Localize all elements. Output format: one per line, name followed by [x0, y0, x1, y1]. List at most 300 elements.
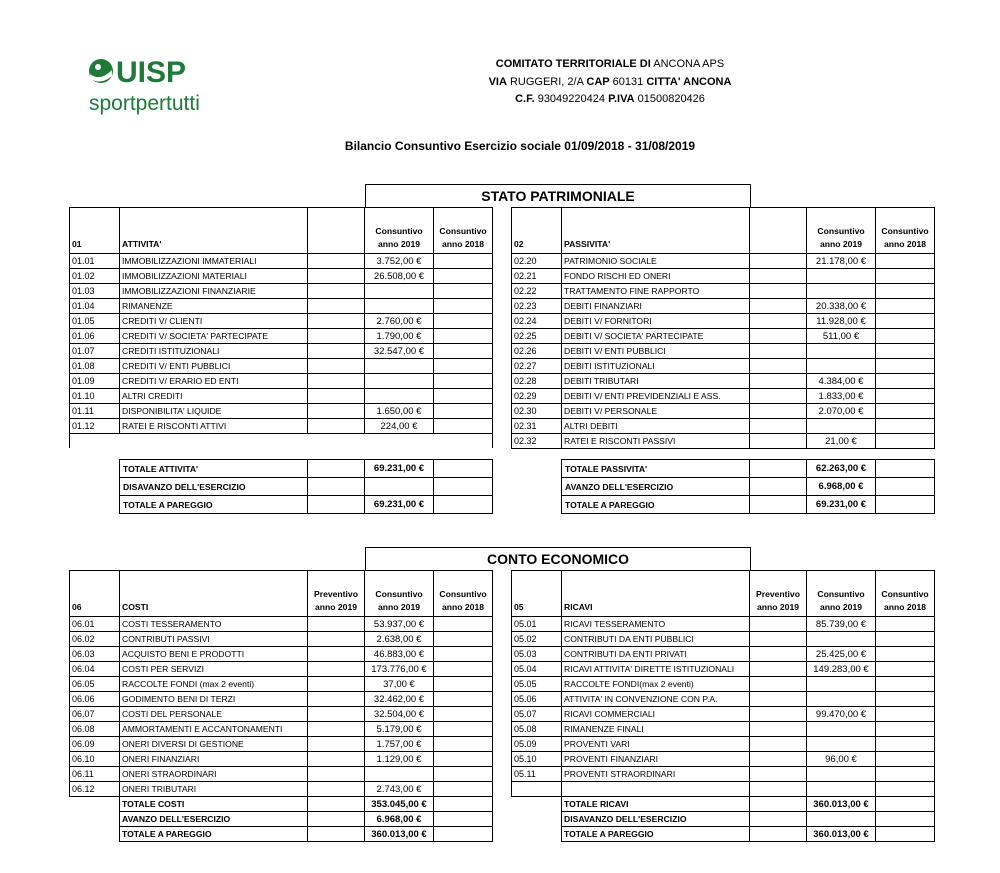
row-preventivo — [308, 782, 365, 797]
total-label: TOTALE A PAREGGIO — [120, 496, 308, 514]
row-blank — [308, 329, 365, 344]
row-blank — [750, 359, 807, 374]
total-2018 — [434, 827, 493, 842]
row-preventivo — [308, 722, 365, 737]
row-label: DEBITI TRIBUTARI — [562, 374, 750, 389]
row-consuntivo-2018 — [876, 254, 935, 269]
total-row — [562, 460, 935, 478]
row-consuntivo-2019 — [807, 737, 876, 752]
row-consuntivo-2019 — [807, 359, 876, 374]
table-row — [512, 299, 935, 314]
row-blank — [750, 254, 807, 269]
total-value: 69.231,00 € — [807, 496, 876, 514]
row-label: PROVENTI FINANZIARI — [562, 752, 750, 767]
row-code: 02.21 — [512, 269, 562, 284]
row-consuntivo-2018 — [434, 389, 493, 404]
total-value: 69.231,00 € — [365, 460, 434, 478]
table-row — [70, 329, 493, 344]
total-label: TOTALE A PAREGGIO — [562, 827, 750, 842]
row-consuntivo-2018 — [876, 374, 935, 389]
row-consuntivo-2019: 11.928,00 € — [807, 314, 876, 329]
table-row — [512, 269, 935, 284]
row-consuntivo-2019: 3.752,00 € — [365, 254, 434, 269]
table-row — [512, 737, 935, 752]
table-row — [70, 344, 493, 359]
row-label: GODIMENTO BENI DI TERZI — [120, 692, 308, 707]
row-label: AMMORTAMENTI E ACCANTONAMENTI — [120, 722, 308, 737]
row-label: CONTRIBUTI DA ENTI PRIVATI — [562, 647, 750, 662]
costi-code: 06 — [70, 571, 120, 617]
row-consuntivo-2018 — [876, 389, 935, 404]
row-blank — [308, 359, 365, 374]
row-code: 01.03 — [70, 284, 120, 299]
row-code: 02.30 — [512, 404, 562, 419]
row-label: PATRIMONIO SOCIALE — [562, 254, 750, 269]
table-row — [512, 359, 935, 374]
table-row — [70, 707, 493, 722]
row-code: 05.08 — [512, 722, 562, 737]
total-blank — [750, 496, 807, 514]
row-consuntivo-2018 — [434, 284, 493, 299]
row-label: PROVENTI STRAORDINARI — [562, 767, 750, 782]
row-code: 01.06 — [70, 329, 120, 344]
row-preventivo — [750, 677, 807, 692]
logo-brand-text: UISP — [116, 56, 187, 89]
row-consuntivo-2018 — [876, 752, 935, 767]
total-row — [512, 827, 935, 842]
total-row — [120, 496, 493, 514]
row-consuntivo-2019: 173.776,00 € — [365, 662, 434, 677]
table-row — [512, 329, 935, 344]
logo-tagline-text: sportpertutti — [89, 92, 200, 115]
total-2018 — [876, 496, 935, 514]
row-consuntivo-2018 — [876, 647, 935, 662]
total-row — [512, 797, 935, 812]
col-consuntivo-2019: Consuntivo anno 2019 — [365, 571, 434, 617]
total-2018 — [876, 478, 935, 496]
row-consuntivo-2019 — [807, 344, 876, 359]
total-value — [807, 812, 876, 827]
row-preventivo — [308, 677, 365, 692]
row-blank — [308, 434, 365, 449]
row-consuntivo-2018 — [434, 344, 493, 359]
row-code: 06.08 — [70, 722, 120, 737]
row-consuntivo-2019 — [365, 299, 434, 314]
row-code: 02.32 — [512, 434, 562, 449]
row-consuntivo-2018 — [876, 434, 935, 449]
table-row — [70, 284, 493, 299]
total-spacer — [512, 812, 562, 827]
row-consuntivo-2019: 149.283,00 € — [807, 662, 876, 677]
row-consuntivo-2018 — [434, 782, 493, 797]
row-code: 06.05 — [70, 677, 120, 692]
table-row — [70, 677, 493, 692]
row-consuntivo-2019 — [807, 269, 876, 284]
attivita-code: 01 — [70, 208, 120, 254]
row-preventivo — [308, 647, 365, 662]
attivita-title: ATTIVITA' — [120, 208, 308, 254]
row-consuntivo-2019: 20.338,00 € — [807, 299, 876, 314]
row-label: CREDITI V/ SOCIETA' PARTECIPATE — [120, 329, 308, 344]
row-label: ATTIVITA' IN CONVENZIONE CON P.A. — [562, 692, 750, 707]
row-code: 05.06 — [512, 692, 562, 707]
row-consuntivo-2018 — [434, 269, 493, 284]
row-label: RATEI E RISCONTI PASSIVI — [562, 434, 750, 449]
row-consuntivo-2019 — [807, 767, 876, 782]
row-preventivo — [750, 647, 807, 662]
row-code: 02.29 — [512, 389, 562, 404]
table-row — [512, 434, 935, 449]
row-consuntivo-2018 — [876, 617, 935, 632]
row-preventivo — [308, 632, 365, 647]
row-blank — [750, 419, 807, 434]
row-code: 06.11 — [70, 767, 120, 782]
col-consuntivo-2019: Consuntivo anno 2019 — [807, 571, 876, 617]
total-value: 6.968,00 € — [365, 812, 434, 827]
row-consuntivo-2019 — [365, 389, 434, 404]
row-consuntivo-2019 — [807, 419, 876, 434]
table-row — [512, 254, 935, 269]
row-consuntivo-2018 — [434, 632, 493, 647]
total-preventivo — [750, 827, 807, 842]
row-blank — [308, 389, 365, 404]
row-consuntivo-2018 — [434, 434, 493, 449]
row-label: DEBITI ISTITUZIONALI — [562, 359, 750, 374]
row-consuntivo-2019: 25.425,00 € — [807, 647, 876, 662]
row-consuntivo-2018 — [876, 767, 935, 782]
row-consuntivo-2018 — [434, 677, 493, 692]
row-consuntivo-2019: 2.743,00 € — [365, 782, 434, 797]
row-blank — [308, 299, 365, 314]
table-row — [512, 419, 935, 434]
total-2018 — [434, 812, 493, 827]
total-2018 — [434, 797, 493, 812]
row-label: COSTI TESSERAMENTO — [120, 617, 308, 632]
row-consuntivo-2019: 2.638,00 € — [365, 632, 434, 647]
row-consuntivo-2019: 4.384,00 € — [807, 374, 876, 389]
total-2018 — [876, 812, 935, 827]
col-consuntivo-2019: Consuntivo anno 2019 — [365, 208, 434, 254]
row-code: 05.03 — [512, 647, 562, 662]
row-label — [562, 782, 750, 797]
row-consuntivo-2018 — [876, 782, 935, 797]
row-label: RIMANENZE — [120, 299, 308, 314]
attivita-totals — [119, 459, 493, 514]
passivita-table — [511, 207, 935, 449]
row-code: 05.07 — [512, 707, 562, 722]
row-consuntivo-2018 — [876, 344, 935, 359]
table-row — [512, 767, 935, 782]
row-code: 06.04 — [70, 662, 120, 677]
row-code: 02.24 — [512, 314, 562, 329]
ricavi-table — [511, 570, 935, 842]
row-preventivo — [750, 752, 807, 767]
row-code — [512, 782, 562, 797]
row-consuntivo-2019: 32.504,00 € — [365, 707, 434, 722]
row-consuntivo-2019 — [807, 284, 876, 299]
row-code — [70, 434, 120, 449]
table-row — [512, 632, 935, 647]
row-consuntivo-2018 — [434, 419, 493, 434]
row-preventivo — [750, 722, 807, 737]
row-consuntivo-2018 — [876, 707, 935, 722]
row-code: 02.25 — [512, 329, 562, 344]
row-code: 05.01 — [512, 617, 562, 632]
row-consuntivo-2019: 85.739,00 € — [807, 617, 876, 632]
col-consuntivo-2018: Consuntivo anno 2018 — [434, 571, 493, 617]
row-preventivo — [750, 707, 807, 722]
total-2018 — [876, 460, 935, 478]
row-consuntivo-2018 — [434, 329, 493, 344]
total-label: DISAVANZO DELL'ESERCIZIO — [562, 812, 750, 827]
table-row — [512, 752, 935, 767]
row-code: 01.11 — [70, 404, 120, 419]
row-consuntivo-2018 — [876, 284, 935, 299]
uisp-logo — [86, 52, 216, 122]
table-row — [512, 404, 935, 419]
row-label: RACCOLTE FONDI (max 2 eventi) — [120, 677, 308, 692]
row-code: 01.02 — [70, 269, 120, 284]
row-blank — [750, 434, 807, 449]
table-row — [70, 419, 493, 434]
row-label: CONTRIBUTI PASSIVI — [120, 632, 308, 647]
row-consuntivo-2019 — [365, 434, 434, 449]
table-row — [512, 389, 935, 404]
row-blank — [308, 314, 365, 329]
row-consuntivo-2018 — [876, 632, 935, 647]
row-label: ONERI STRAORDINARI — [120, 767, 308, 782]
table-row — [512, 374, 935, 389]
row-blank — [750, 404, 807, 419]
table-row — [70, 299, 493, 314]
col-consuntivo-2019: Consuntivo anno 2019 — [807, 208, 876, 254]
table-row — [512, 344, 935, 359]
row-consuntivo-2018 — [876, 662, 935, 677]
row-preventivo — [750, 737, 807, 752]
row-code: 05.04 — [512, 662, 562, 677]
table-row — [70, 359, 493, 374]
total-preventivo — [750, 812, 807, 827]
total-value: 353.045,00 € — [365, 797, 434, 812]
total-value: 69.231,00 € — [365, 496, 434, 514]
row-preventivo — [308, 692, 365, 707]
total-spacer — [512, 827, 562, 842]
row-label: ONERI FINANZIARI — [120, 752, 308, 767]
passivita-totals — [561, 459, 935, 514]
row-consuntivo-2019: 32.547,00 € — [365, 344, 434, 359]
row-consuntivo-2018 — [434, 404, 493, 419]
row-label: ACQUISTO BENI E PRODOTTI — [120, 647, 308, 662]
table-row — [70, 632, 493, 647]
row-consuntivo-2019 — [365, 374, 434, 389]
row-blank — [750, 374, 807, 389]
row-consuntivo-2018 — [434, 359, 493, 374]
row-consuntivo-2019 — [807, 677, 876, 692]
total-row — [120, 478, 493, 496]
row-label: CREDITI V/ CLIENTI — [120, 314, 308, 329]
row-consuntivo-2018 — [434, 617, 493, 632]
row-consuntivo-2019: 511,00 € — [807, 329, 876, 344]
row-preventivo — [750, 632, 807, 647]
row-label: DEBITI V/ PERSONALE — [562, 404, 750, 419]
row-code: 06.09 — [70, 737, 120, 752]
row-consuntivo-2019 — [807, 722, 876, 737]
row-code: 02.26 — [512, 344, 562, 359]
total-label: TOTALE PASSIVITA' — [562, 460, 750, 478]
row-code: 02.20 — [512, 254, 562, 269]
row-consuntivo-2019: 1.833,00 € — [807, 389, 876, 404]
row-consuntivo-2018 — [876, 329, 935, 344]
row-consuntivo-2018 — [434, 314, 493, 329]
table-row — [70, 722, 493, 737]
row-consuntivo-2019 — [365, 284, 434, 299]
row-consuntivo-2019: 21.178,00 € — [807, 254, 876, 269]
row-code: 05.05 — [512, 677, 562, 692]
table-row — [70, 389, 493, 404]
table-row — [70, 254, 493, 269]
total-blank — [750, 478, 807, 496]
total-blank — [308, 478, 365, 496]
col-consuntivo-2018: Consuntivo anno 2018 — [876, 571, 935, 617]
row-blank — [750, 284, 807, 299]
row-label: RATEI E RISCONTI ATTIVI — [120, 419, 308, 434]
row-label: RICAVI TESSERAMENTO — [562, 617, 750, 632]
total-row — [562, 478, 935, 496]
total-blank — [750, 460, 807, 478]
row-code: 06.03 — [70, 647, 120, 662]
row-code: 01.05 — [70, 314, 120, 329]
passivita-title: PASSIVITA' — [562, 208, 750, 254]
row-label: RIMANENZE FINALI — [562, 722, 750, 737]
costi-title: COSTI — [120, 571, 308, 617]
total-label: AVANZO DELL'ESERCIZIO — [120, 812, 308, 827]
row-code: 05.11 — [512, 767, 562, 782]
row-label: DEBITI V/ ENTI PREVIDENZIALI E ASS. — [562, 389, 750, 404]
row-label: ONERI TRIBUTARI — [120, 782, 308, 797]
total-preventivo — [308, 827, 365, 842]
row-code: 01.07 — [70, 344, 120, 359]
row-label: ALTRI DEBITI — [562, 419, 750, 434]
row-consuntivo-2018 — [434, 722, 493, 737]
total-blank — [308, 460, 365, 478]
row-code: 06.10 — [70, 752, 120, 767]
row-label: IMMOBILIZZAZIONI MATERIALI — [120, 269, 308, 284]
row-code: 05.09 — [512, 737, 562, 752]
row-label: ALTRI CREDITI — [120, 389, 308, 404]
row-consuntivo-2018 — [434, 647, 493, 662]
row-label: RICAVI ATTIVITA' DIRETTE ISTITUZIONALI — [562, 662, 750, 677]
row-label: FONDO RISCHI ED ONERI — [562, 269, 750, 284]
row-preventivo — [308, 767, 365, 782]
row-label: COSTI DEL PERSONALE — [120, 707, 308, 722]
total-row — [120, 460, 493, 478]
row-consuntivo-2018 — [876, 419, 935, 434]
row-consuntivo-2018 — [876, 314, 935, 329]
row-preventivo — [750, 662, 807, 677]
table-row — [70, 434, 493, 449]
total-row — [70, 827, 493, 842]
table-row — [512, 707, 935, 722]
row-code: 01.10 — [70, 389, 120, 404]
row-preventivo — [750, 767, 807, 782]
table-row — [512, 722, 935, 737]
row-preventivo — [308, 707, 365, 722]
row-consuntivo-2018 — [876, 692, 935, 707]
total-label: TOTALE COSTI — [120, 797, 308, 812]
row-preventivo — [750, 692, 807, 707]
table-row — [512, 314, 935, 329]
row-label: DEBITI V/ SOCIETA' PARTECIPATE — [562, 329, 750, 344]
row-consuntivo-2018 — [876, 269, 935, 284]
row-consuntivo-2019 — [807, 692, 876, 707]
row-consuntivo-2019: 1.790,00 € — [365, 329, 434, 344]
row-blank — [308, 404, 365, 419]
row-preventivo — [308, 617, 365, 632]
table-row — [70, 374, 493, 389]
table-row — [70, 269, 493, 284]
total-label: TOTALE RICAVI — [562, 797, 750, 812]
row-consuntivo-2019 — [807, 632, 876, 647]
col-consuntivo-2018: Consuntivo anno 2018 — [876, 208, 935, 254]
row-consuntivo-2019 — [365, 767, 434, 782]
table-row — [70, 314, 493, 329]
row-consuntivo-2019: 32.462,00 € — [365, 692, 434, 707]
table-row — [70, 404, 493, 419]
row-consuntivo-2019: 21,00 € — [807, 434, 876, 449]
page-title: Bilancio Consuntivo Esercizio sociale 01/09/2018 - 31/08/2019 — [344, 139, 696, 153]
total-preventivo — [308, 812, 365, 827]
row-label: RICAVI COMMERCIALI — [562, 707, 750, 722]
total-spacer — [70, 797, 120, 812]
row-code: 06.02 — [70, 632, 120, 647]
row-consuntivo-2019 — [807, 782, 876, 797]
total-value: 360.013,00 € — [807, 797, 876, 812]
total-value: 360.013,00 € — [807, 827, 876, 842]
row-code: 05.10 — [512, 752, 562, 767]
row-label: DISPONIBILITA' LIQUIDE — [120, 404, 308, 419]
row-blank — [750, 299, 807, 314]
total-2018 — [434, 478, 493, 496]
total-label: DISAVANZO DELL'ESERCIZIO — [120, 478, 308, 496]
table-row — [70, 767, 493, 782]
row-label — [120, 434, 308, 449]
table-row — [70, 662, 493, 677]
row-label: IMMOBILIZZAZIONI FINANZIARIE — [120, 284, 308, 299]
row-blank — [750, 314, 807, 329]
org-name: COMITATO TERRITORIALE DI ANCONA APS — [495, 58, 725, 70]
stato-patrimoniale-banner: STATO PATRIMONIALE — [365, 184, 751, 208]
row-blank — [308, 269, 365, 284]
row-blank — [308, 284, 365, 299]
row-label: CONTRIBUTI DA ENTI PUBBLICI — [562, 632, 750, 647]
row-blank — [308, 344, 365, 359]
total-row — [512, 812, 935, 827]
row-label: CREDITI V/ ERARIO ED ENTI — [120, 374, 308, 389]
row-label: PROVENTI VARI — [562, 737, 750, 752]
row-consuntivo-2018 — [876, 677, 935, 692]
total-preventivo — [308, 797, 365, 812]
row-consuntivo-2019 — [365, 359, 434, 374]
row-consuntivo-2018 — [434, 752, 493, 767]
total-blank — [308, 496, 365, 514]
passivita-code: 02 — [512, 208, 562, 254]
table-row — [70, 647, 493, 662]
total-2018 — [876, 827, 935, 842]
row-label: ONERI DIVERSI DI GESTIONE — [120, 737, 308, 752]
row-consuntivo-2018 — [876, 404, 935, 419]
total-spacer — [70, 812, 120, 827]
row-consuntivo-2019: 96,00 € — [807, 752, 876, 767]
